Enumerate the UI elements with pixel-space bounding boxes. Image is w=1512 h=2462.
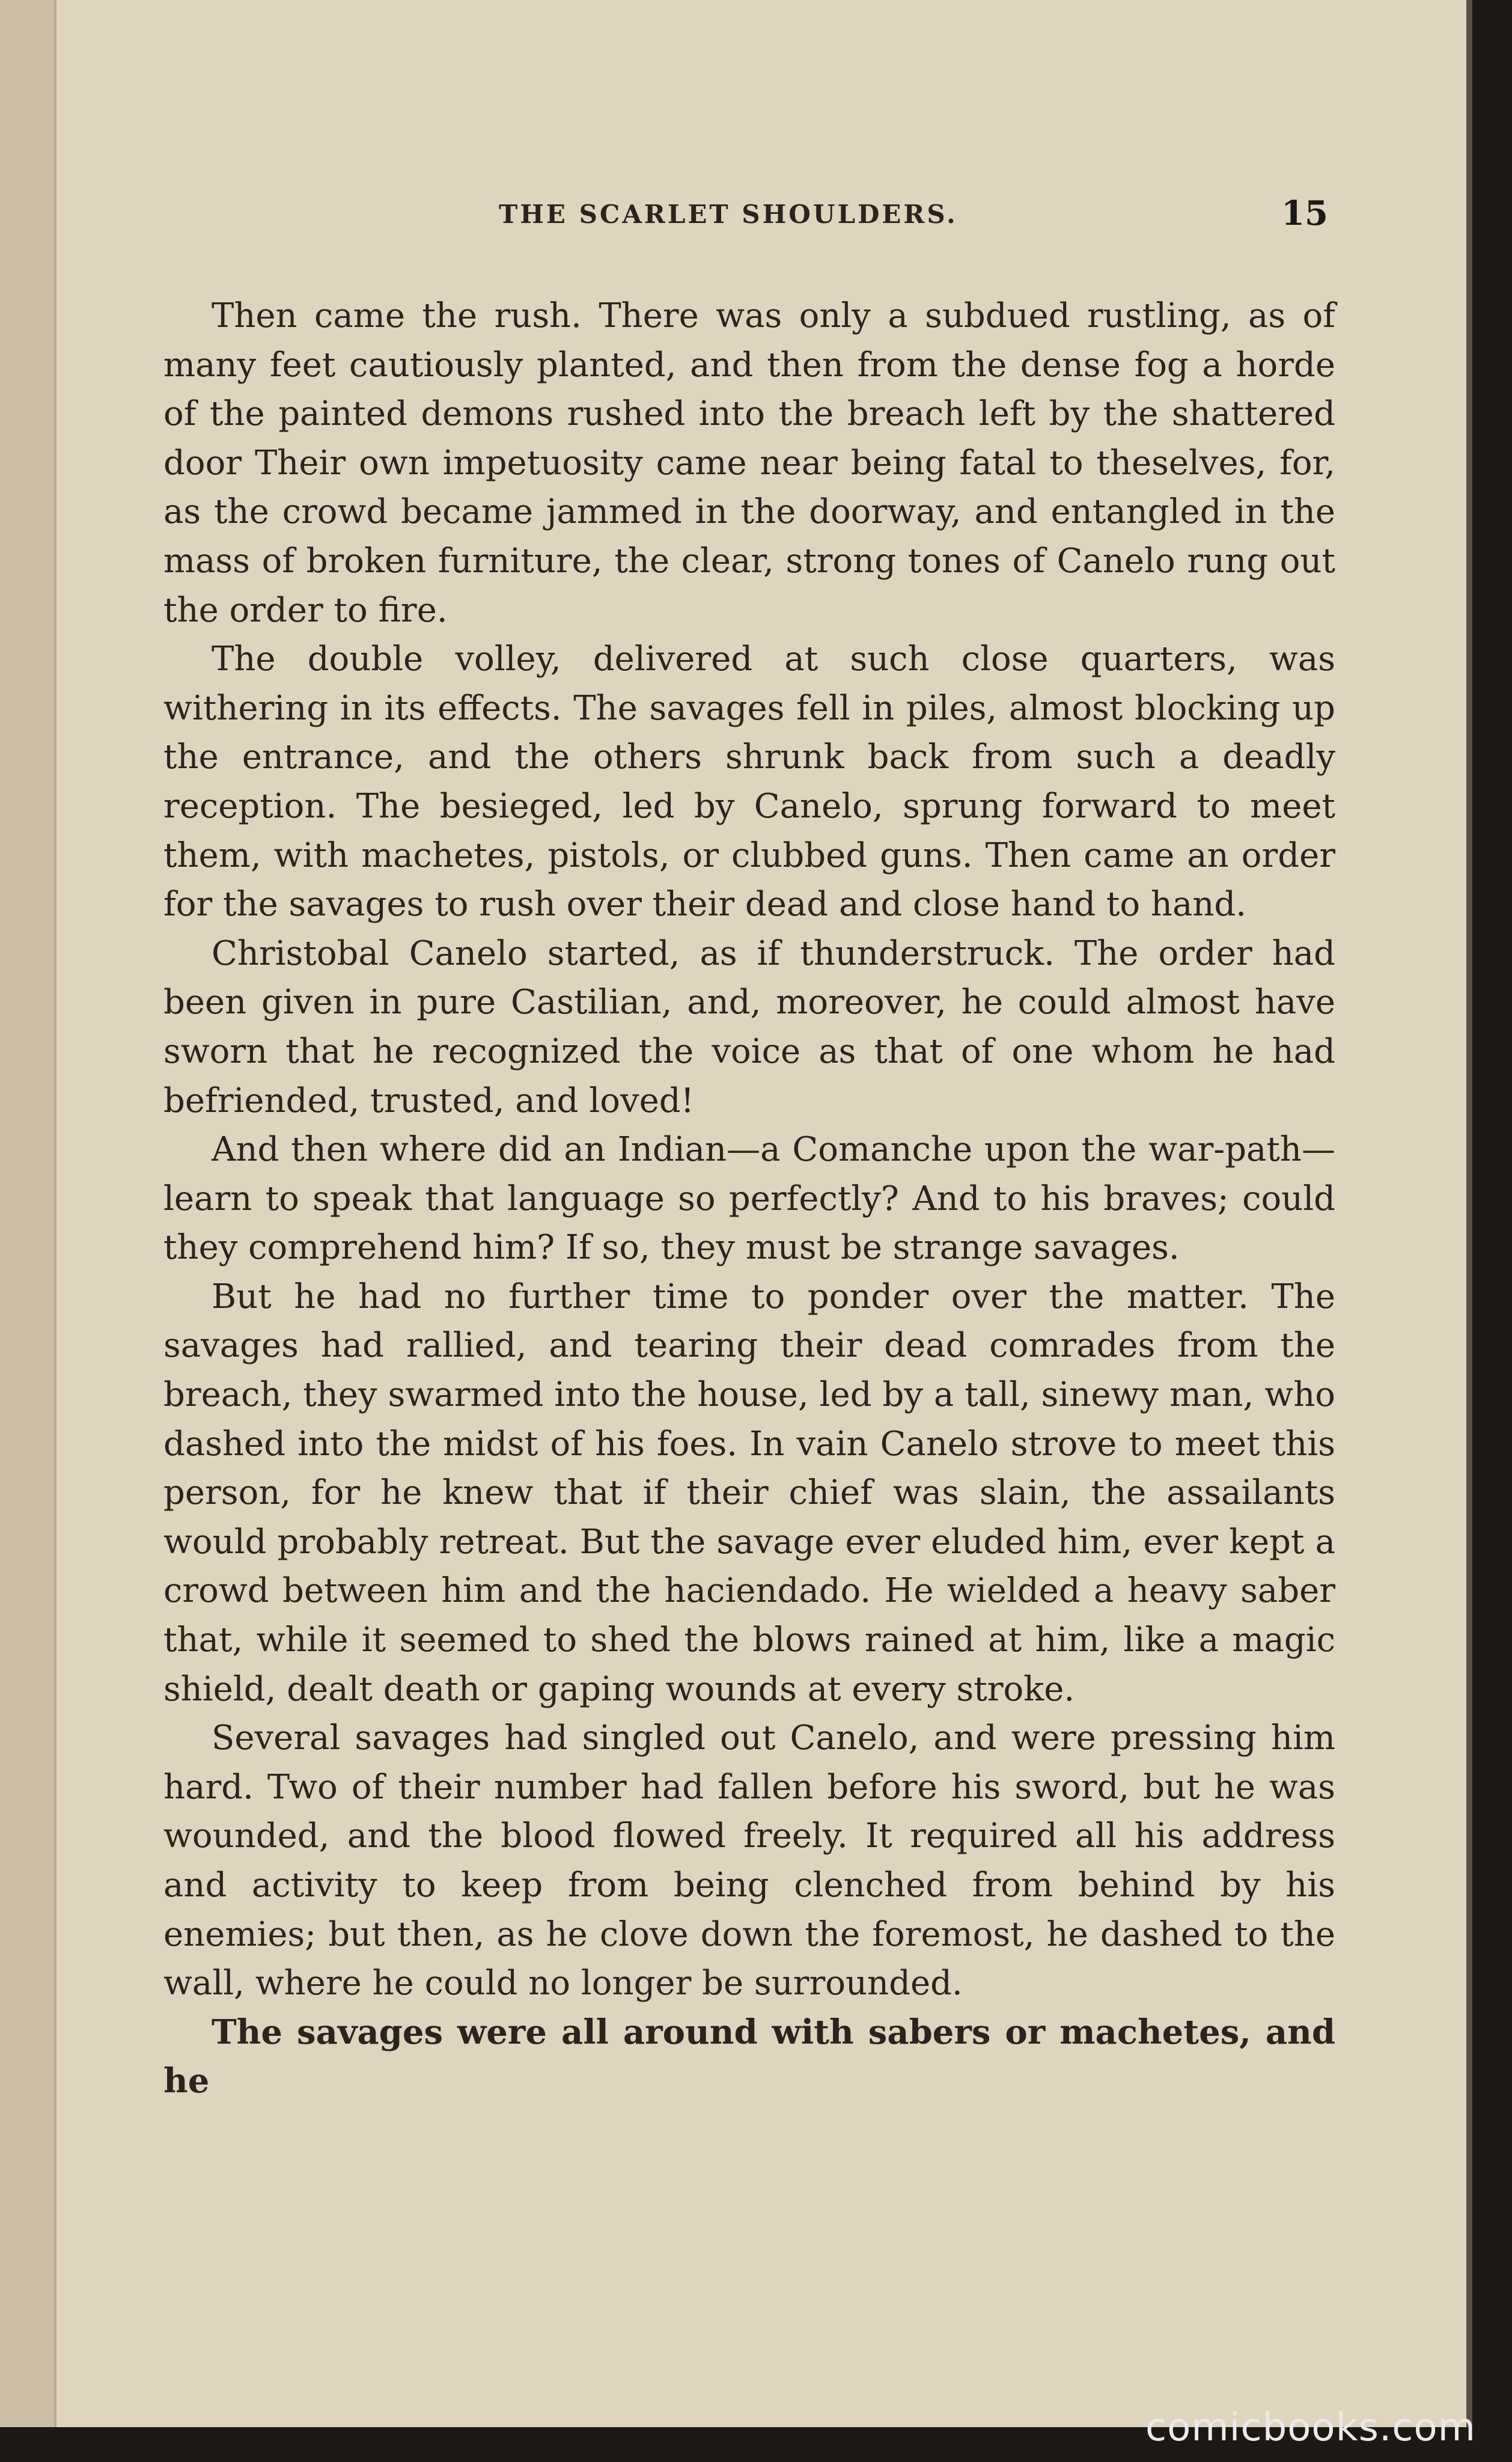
paragraph: And then where did an Indian—a Comanche upon the war-path—learn to speak that language so perfectly? And to his braves; could they comprehend him? If so, they must be strange savages. xyxy=(163,1130,1335,1268)
watermark: comicbooks.com xyxy=(1145,2405,1476,2450)
page-gutter xyxy=(0,0,56,2427)
paragraph: Then came the rush. There was only a subdued rustling, as of many feet cautiously planted, and then from the dense fog a horde of the painted demons rushed into the breach left by the shattered door Their own impetuosity came near being fatal to theselves, for, as the crowd became jammed in the doorway, and entangled in the mass of broken furniture, the clear, strong tones of Canelo rung out the order to fire. xyxy=(163,296,1335,630)
paragraph: The double volley, delivered at such close quarters, was withering in its effects. The savages fell in piles, almost blocking up the entrance, and the others shrunk back from such a deadly reception. The besieged, led by Canelo, sprung forward to meet them, with machetes, pistols, or clubbed guns. Then came an order for the savages to rush over their dead and close hand to hand. xyxy=(163,640,1335,924)
body-text xyxy=(163,292,1335,2106)
page-number: 15 xyxy=(1281,194,1328,233)
paragraph: But he had no further time to ponder over the matter. The savages had rallied, and tearing their dead comrades from the breach, they swarmed into the house, led by a tall, sinewy man, who dashed into the midst of his foes. In vain Canelo strove to meet this person, for he knew that if their chief was slain, the assailants would probably retreat. But the savage ever eluded him, ever kept a crowd between him and the haciendado. He wielded a heavy saber that, while it seemed to shed the blows rained at him, like a magic shield, dealt death or gaping wounds at every stroke. xyxy=(163,1277,1335,1709)
paragraph: Several savages had singled out Canelo, and were pressing him hard. Two of their number had fallen before his sword, but he was wounded, and the blood flowed freely. It required all his address and activity to keep from being clenched from behind by his enemies; but then, as he clove down the foremost, he dashed to the wall, where he could no longer be surrounded. xyxy=(163,1718,1335,2003)
paragraph: The savages were all around with sabers or machetes, and he xyxy=(163,2012,1335,2101)
running-head: THE SCARLET SHOULDERS. xyxy=(499,200,958,229)
paragraph: Christobal Canelo started, as if thunderstruck. The order had been given in pure Castilian, and, moreover, he could almost have sworn that he recognized the voice as that of one whom he had befriended, trusted, and loved! xyxy=(163,933,1335,1120)
